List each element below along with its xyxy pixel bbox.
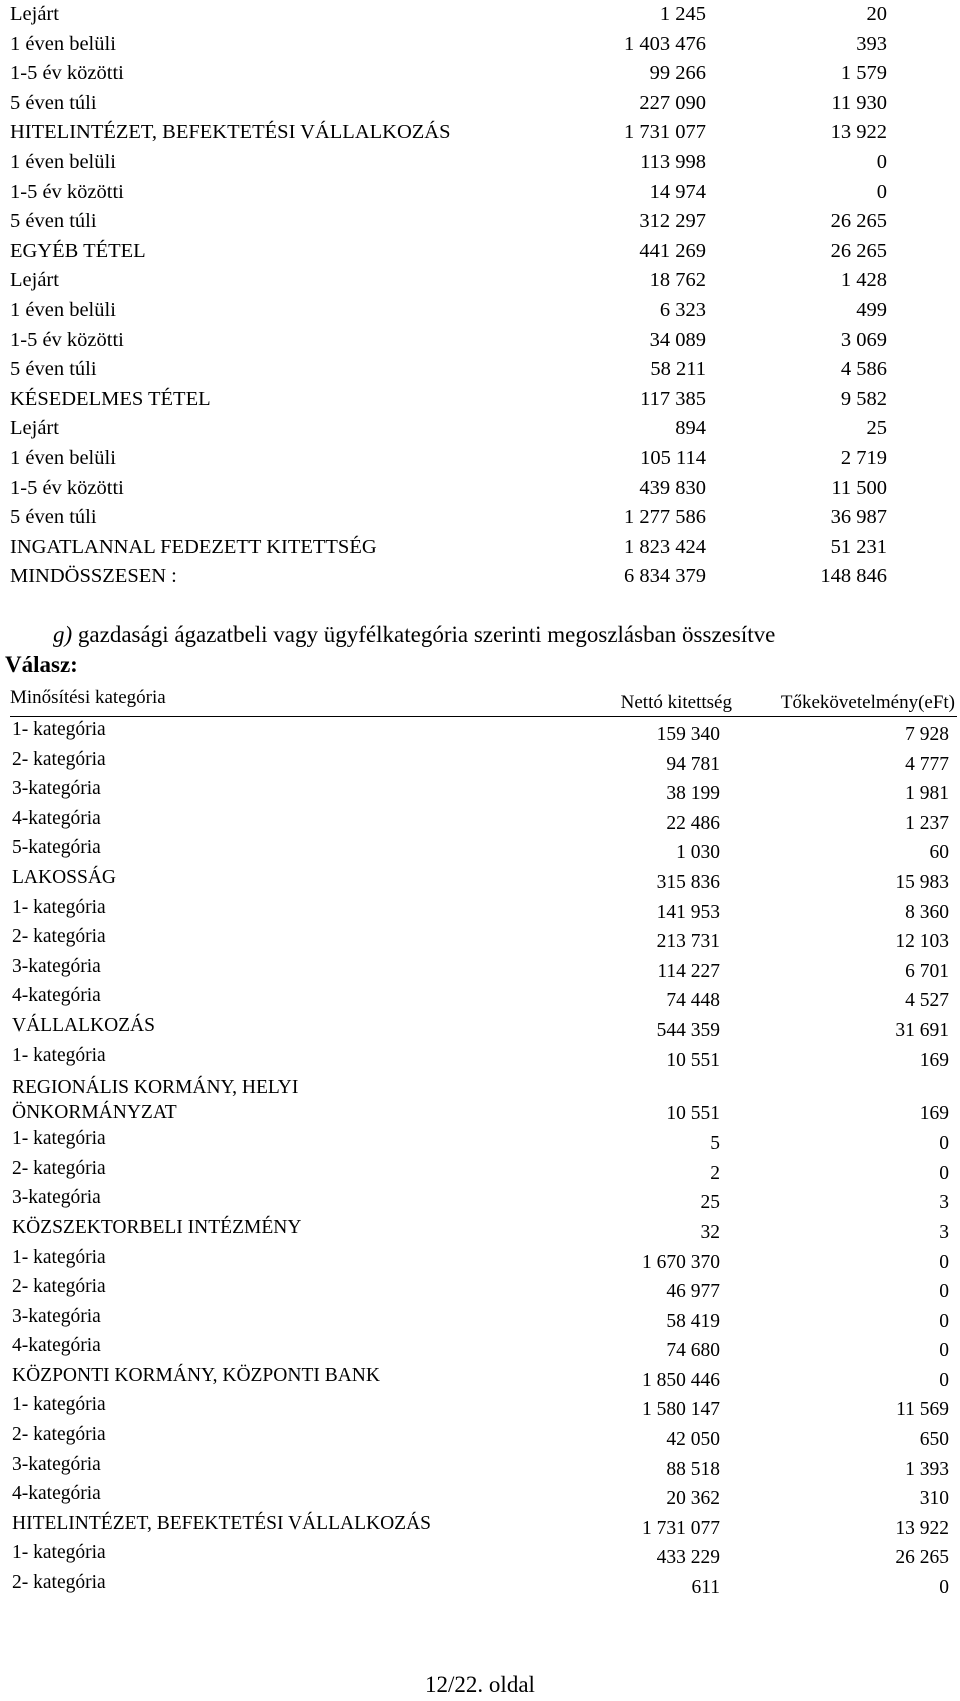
row-exposure-value: 1 277 586 xyxy=(624,506,706,529)
row-net-exposure: 159 340 xyxy=(656,724,720,745)
row-capital-requirement: 0 xyxy=(939,1369,949,1391)
row-requirement-value: 0 xyxy=(876,150,887,173)
table-row xyxy=(0,326,960,356)
row-capital-requirement: 310 xyxy=(919,1488,949,1510)
row-net-exposure: 42 050 xyxy=(666,1429,720,1451)
row-capital-requirement: 1 981 xyxy=(905,783,949,805)
table-row xyxy=(0,562,960,592)
row-exposure-value: 1 823 424 xyxy=(624,535,706,558)
row-net-exposure: 611 xyxy=(691,1577,720,1599)
row-label: 1 éven belüli xyxy=(10,150,116,173)
row-capital-requirement: 3 xyxy=(939,1221,949,1243)
row-net-exposure: 10 551 xyxy=(666,1103,720,1125)
table-row xyxy=(0,0,960,30)
table-row xyxy=(0,89,960,119)
row-label: Lejárt xyxy=(10,3,59,25)
row-exposure-value: 113 998 xyxy=(640,150,706,173)
row-net-exposure: 74 680 xyxy=(666,1340,720,1362)
table-row xyxy=(0,835,960,865)
row-label: EGYÉB TÉTEL xyxy=(10,239,146,262)
section-marker: g) xyxy=(53,622,73,647)
row-net-exposure: 544 359 xyxy=(656,1019,720,1041)
row-exposure-value: 14 974 xyxy=(649,180,706,203)
table-row xyxy=(0,1392,960,1422)
row-exposure-value: 312 297 xyxy=(639,210,706,233)
row-net-exposure: 20 362 xyxy=(666,1488,720,1510)
row-exposure-value: 894 xyxy=(675,417,706,440)
row-category: 3-kategória xyxy=(12,1453,101,1475)
row-capital-requirement: 13 922 xyxy=(895,1517,949,1539)
table-row xyxy=(0,776,960,806)
row-capital-requirement: 7 928 xyxy=(905,724,949,745)
row-category: REGIONÁLIS KORMÁNY, HELYI ÖNKORMÁNYZAT xyxy=(12,1077,299,1124)
table-row xyxy=(0,1185,960,1215)
row-category: 1- kategória xyxy=(12,719,106,740)
row-net-exposure: 25 xyxy=(700,1192,720,1214)
table-row xyxy=(0,1043,960,1073)
row-label: 1-5 év közötti xyxy=(10,180,124,203)
table-row xyxy=(0,1274,960,1304)
row-capital-requirement: 6 701 xyxy=(905,960,949,982)
row-requirement-value: 499 xyxy=(856,298,887,321)
rating-category-table xyxy=(0,685,960,1600)
row-capital-requirement: 31 691 xyxy=(895,1019,949,1041)
table-row xyxy=(0,1333,960,1363)
row-exposure-value: 6 323 xyxy=(659,298,706,321)
row-capital-requirement: 4 527 xyxy=(905,990,949,1012)
table-row xyxy=(0,296,960,326)
table-row xyxy=(0,924,960,954)
table-row xyxy=(0,118,960,148)
row-exposure-value: 18 762 xyxy=(649,269,706,292)
row-label: 1 éven belüli xyxy=(10,446,116,469)
row-net-exposure: 2 xyxy=(710,1162,720,1184)
row-net-exposure: 213 731 xyxy=(656,931,720,953)
table-row xyxy=(0,1452,960,1482)
row-label: 1-5 év közötti xyxy=(10,476,124,499)
section-heading-text: gazdasági ágazatbeli vagy ügyfélkategória szerinti megoszlásban összesítve xyxy=(72,622,776,647)
row-net-exposure: 10 551 xyxy=(666,1049,720,1071)
row-capital-requirement: 3 xyxy=(939,1192,949,1214)
row-category: 2- kategória xyxy=(12,748,106,770)
table-row xyxy=(0,148,960,178)
row-label: Lejárt xyxy=(10,417,59,440)
row-net-exposure: 433 229 xyxy=(656,1547,720,1569)
row-category: 4-kategória xyxy=(12,985,101,1007)
row-category: 1- kategória xyxy=(12,896,106,918)
row-category: 4-kategória xyxy=(12,1335,101,1357)
row-exposure-value: 227 090 xyxy=(639,91,706,114)
row-net-exposure: 1 731 077 xyxy=(642,1517,720,1539)
row-capital-requirement: 11 569 xyxy=(896,1399,949,1421)
row-exposure-value: 6 834 379 xyxy=(624,565,706,588)
row-capital-requirement: 60 xyxy=(929,842,949,864)
table-row xyxy=(0,747,960,777)
row-label: MINDÖSSZESEN : xyxy=(10,565,177,588)
row-capital-requirement: 0 xyxy=(939,1310,949,1332)
table-row xyxy=(0,1215,960,1245)
row-label: 1 éven belüli xyxy=(10,298,116,321)
row-requirement-value: 3 069 xyxy=(840,328,887,351)
row-exposure-value: 117 385 xyxy=(640,387,706,410)
row-category: 4-kategória xyxy=(12,807,101,829)
row-requirement-value: 4 586 xyxy=(840,358,887,381)
row-capital-requirement: 0 xyxy=(939,1133,949,1155)
row-category: 1- kategória xyxy=(12,1246,106,1268)
row-category: 3-kategória xyxy=(12,955,101,977)
row-requirement-value: 393 xyxy=(856,32,887,55)
row-requirement-value: 26 265 xyxy=(830,239,887,262)
row-requirement-value: 1 428 xyxy=(840,269,887,292)
row-capital-requirement: 0 xyxy=(939,1162,949,1184)
header-capital-requirement: Tőkekövetelmény(eFt) xyxy=(780,692,955,713)
row-category: LAKOSSÁG xyxy=(12,866,117,888)
row-net-exposure: 114 227 xyxy=(657,960,720,982)
row-requirement-value: 51 231 xyxy=(830,535,887,558)
row-net-exposure: 22 486 xyxy=(666,812,720,834)
table-row xyxy=(0,237,960,267)
row-category: 5-kategória xyxy=(12,837,101,859)
row-requirement-value: 1 579 xyxy=(840,62,887,85)
row-exposure-value: 1 245 xyxy=(659,3,706,25)
table-row xyxy=(0,533,960,563)
row-requirement-value: 20 xyxy=(866,3,887,25)
row-requirement-value: 25 xyxy=(866,417,887,440)
row-label: Lejárt xyxy=(10,269,59,292)
table-row xyxy=(0,865,960,895)
row-category: KÖZSZEKTORBELI INTÉZMÉNY xyxy=(12,1216,302,1238)
row-capital-requirement: 4 777 xyxy=(905,753,949,775)
row-label: INGATLANNAL FEDEZETT KITETTSÉG xyxy=(10,535,377,558)
row-requirement-value: 13 922 xyxy=(830,121,887,144)
row-net-exposure: 1 850 446 xyxy=(642,1369,720,1391)
row-capital-requirement: 169 xyxy=(919,1049,949,1071)
row-requirement-value: 2 719 xyxy=(840,446,887,469)
row-exposure-value: 1 731 077 xyxy=(624,121,706,144)
row-capital-requirement: 0 xyxy=(939,1281,949,1303)
row-capital-requirement: 12 103 xyxy=(895,931,949,953)
row-exposure-value: 105 114 xyxy=(640,446,706,469)
row-requirement-value: 148 846 xyxy=(820,565,887,588)
table-row xyxy=(0,806,960,836)
row-requirement-value: 11 930 xyxy=(831,91,887,114)
row-category: 1- kategória xyxy=(12,1394,106,1416)
table-row xyxy=(0,954,960,984)
row-category: VÁLLALKOZÁS xyxy=(12,1014,155,1036)
row-capital-requirement: 1 393 xyxy=(905,1458,949,1480)
row-net-exposure: 58 419 xyxy=(666,1310,720,1332)
table-row xyxy=(0,444,960,474)
row-label: 5 éven túli xyxy=(10,358,97,381)
table-row xyxy=(0,385,960,415)
row-net-exposure: 1 580 147 xyxy=(642,1399,720,1421)
header-net-exposure: Nettó kitettség xyxy=(620,692,732,713)
table-row xyxy=(0,1304,960,1334)
row-requirement-value: 9 582 xyxy=(840,387,887,410)
row-requirement-value: 0 xyxy=(876,180,887,203)
row-requirement-value: 11 500 xyxy=(831,476,887,499)
row-capital-requirement: 1 237 xyxy=(905,812,949,834)
table-row xyxy=(0,30,960,60)
row-requirement-value: 26 265 xyxy=(830,210,887,233)
row-net-exposure: 1 030 xyxy=(676,842,720,864)
row-category: HITELINTÉZET, BEFEKTETÉSI VÁLLALKOZÁS xyxy=(12,1512,431,1534)
row-capital-requirement: 650 xyxy=(919,1429,949,1451)
row-net-exposure: 94 781 xyxy=(666,753,720,775)
table-row xyxy=(0,1481,960,1511)
row-category: 2- kategória xyxy=(12,1276,106,1298)
row-net-exposure: 315 836 xyxy=(656,871,720,893)
answer-label: Válasz: xyxy=(5,652,78,677)
table-header-row xyxy=(10,685,957,717)
table-row xyxy=(0,717,960,747)
row-category: 1- kategória xyxy=(12,1542,106,1564)
row-exposure-value: 99 266 xyxy=(649,62,706,85)
table-row xyxy=(0,1245,960,1275)
row-category: KÖZPONTI KORMÁNY, KÖZPONTI BANK xyxy=(12,1364,380,1386)
row-net-exposure: 38 199 xyxy=(666,783,720,805)
row-net-exposure: 46 977 xyxy=(666,1281,720,1303)
table-row xyxy=(0,178,960,208)
header-category: Minősítési kategória xyxy=(10,687,166,708)
table-row xyxy=(0,1363,960,1393)
row-exposure-value: 34 089 xyxy=(649,328,706,351)
table-row xyxy=(0,1540,960,1570)
row-exposure-value: 439 830 xyxy=(639,476,706,499)
row-capital-requirement: 15 983 xyxy=(895,871,949,893)
row-capital-requirement: 26 265 xyxy=(895,1547,949,1569)
table-row xyxy=(0,1126,960,1156)
row-label: 5 éven túli xyxy=(10,91,97,114)
row-net-exposure: 88 518 xyxy=(666,1458,720,1480)
table-row xyxy=(0,1013,960,1043)
row-exposure-value: 441 269 xyxy=(639,239,706,262)
row-label: 1-5 év közötti xyxy=(10,328,124,351)
table-row xyxy=(0,266,960,296)
row-net-exposure: 141 953 xyxy=(656,901,720,923)
row-category: 3-kategória xyxy=(12,1305,101,1327)
row-label: 5 éven túli xyxy=(10,506,97,529)
row-capital-requirement: 169 xyxy=(919,1103,949,1125)
row-category: 3-kategória xyxy=(12,778,101,800)
table-row xyxy=(0,895,960,925)
row-net-exposure: 74 448 xyxy=(666,990,720,1012)
row-category: 2- kategória xyxy=(12,926,106,948)
row-category: 2- kategória xyxy=(12,1157,106,1179)
row-category: 1- kategória xyxy=(12,1044,106,1066)
row-exposure-value: 1 403 476 xyxy=(624,32,706,55)
table-body xyxy=(0,717,960,1600)
exposure-maturity-table xyxy=(0,0,960,592)
row-category: 2- kategória xyxy=(12,1424,106,1446)
table-row xyxy=(0,207,960,237)
row-capital-requirement: 0 xyxy=(939,1577,949,1599)
table-row xyxy=(0,355,960,385)
row-label: KÉSEDELMES TÉTEL xyxy=(10,387,211,410)
row-category: 2- kategória xyxy=(12,1572,106,1594)
table-row xyxy=(0,983,960,1013)
row-capital-requirement: 8 360 xyxy=(905,901,949,923)
row-label: 5 éven túli xyxy=(10,210,97,233)
row-category: 3-kategória xyxy=(12,1187,101,1209)
page-number: 12/22. oldal xyxy=(425,1672,535,1697)
row-capital-requirement: 0 xyxy=(939,1340,949,1362)
row-category: 1- kategória xyxy=(12,1128,106,1150)
row-net-exposure: 1 670 370 xyxy=(642,1251,720,1273)
row-label: HITELINTÉZET, BEFEKTETÉSI VÁLLALKOZÁS xyxy=(10,121,451,144)
row-net-exposure: 5 xyxy=(710,1133,720,1155)
table-row xyxy=(0,59,960,89)
row-requirement-value: 36 987 xyxy=(830,506,887,529)
row-label: 1 éven belüli xyxy=(10,32,116,55)
table-row xyxy=(0,1570,960,1600)
row-capital-requirement: 0 xyxy=(939,1251,949,1273)
table-row xyxy=(0,1072,960,1126)
row-exposure-value: 58 211 xyxy=(650,358,706,381)
table-row xyxy=(0,1156,960,1186)
table-row xyxy=(0,503,960,533)
table-row xyxy=(0,1511,960,1541)
row-category: 4-kategória xyxy=(12,1483,101,1505)
table-row xyxy=(0,474,960,504)
table-row xyxy=(0,414,960,444)
row-label: 1-5 év közötti xyxy=(10,62,124,85)
row-net-exposure: 32 xyxy=(700,1221,720,1243)
section-heading xyxy=(53,620,775,650)
table-row xyxy=(0,1422,960,1452)
